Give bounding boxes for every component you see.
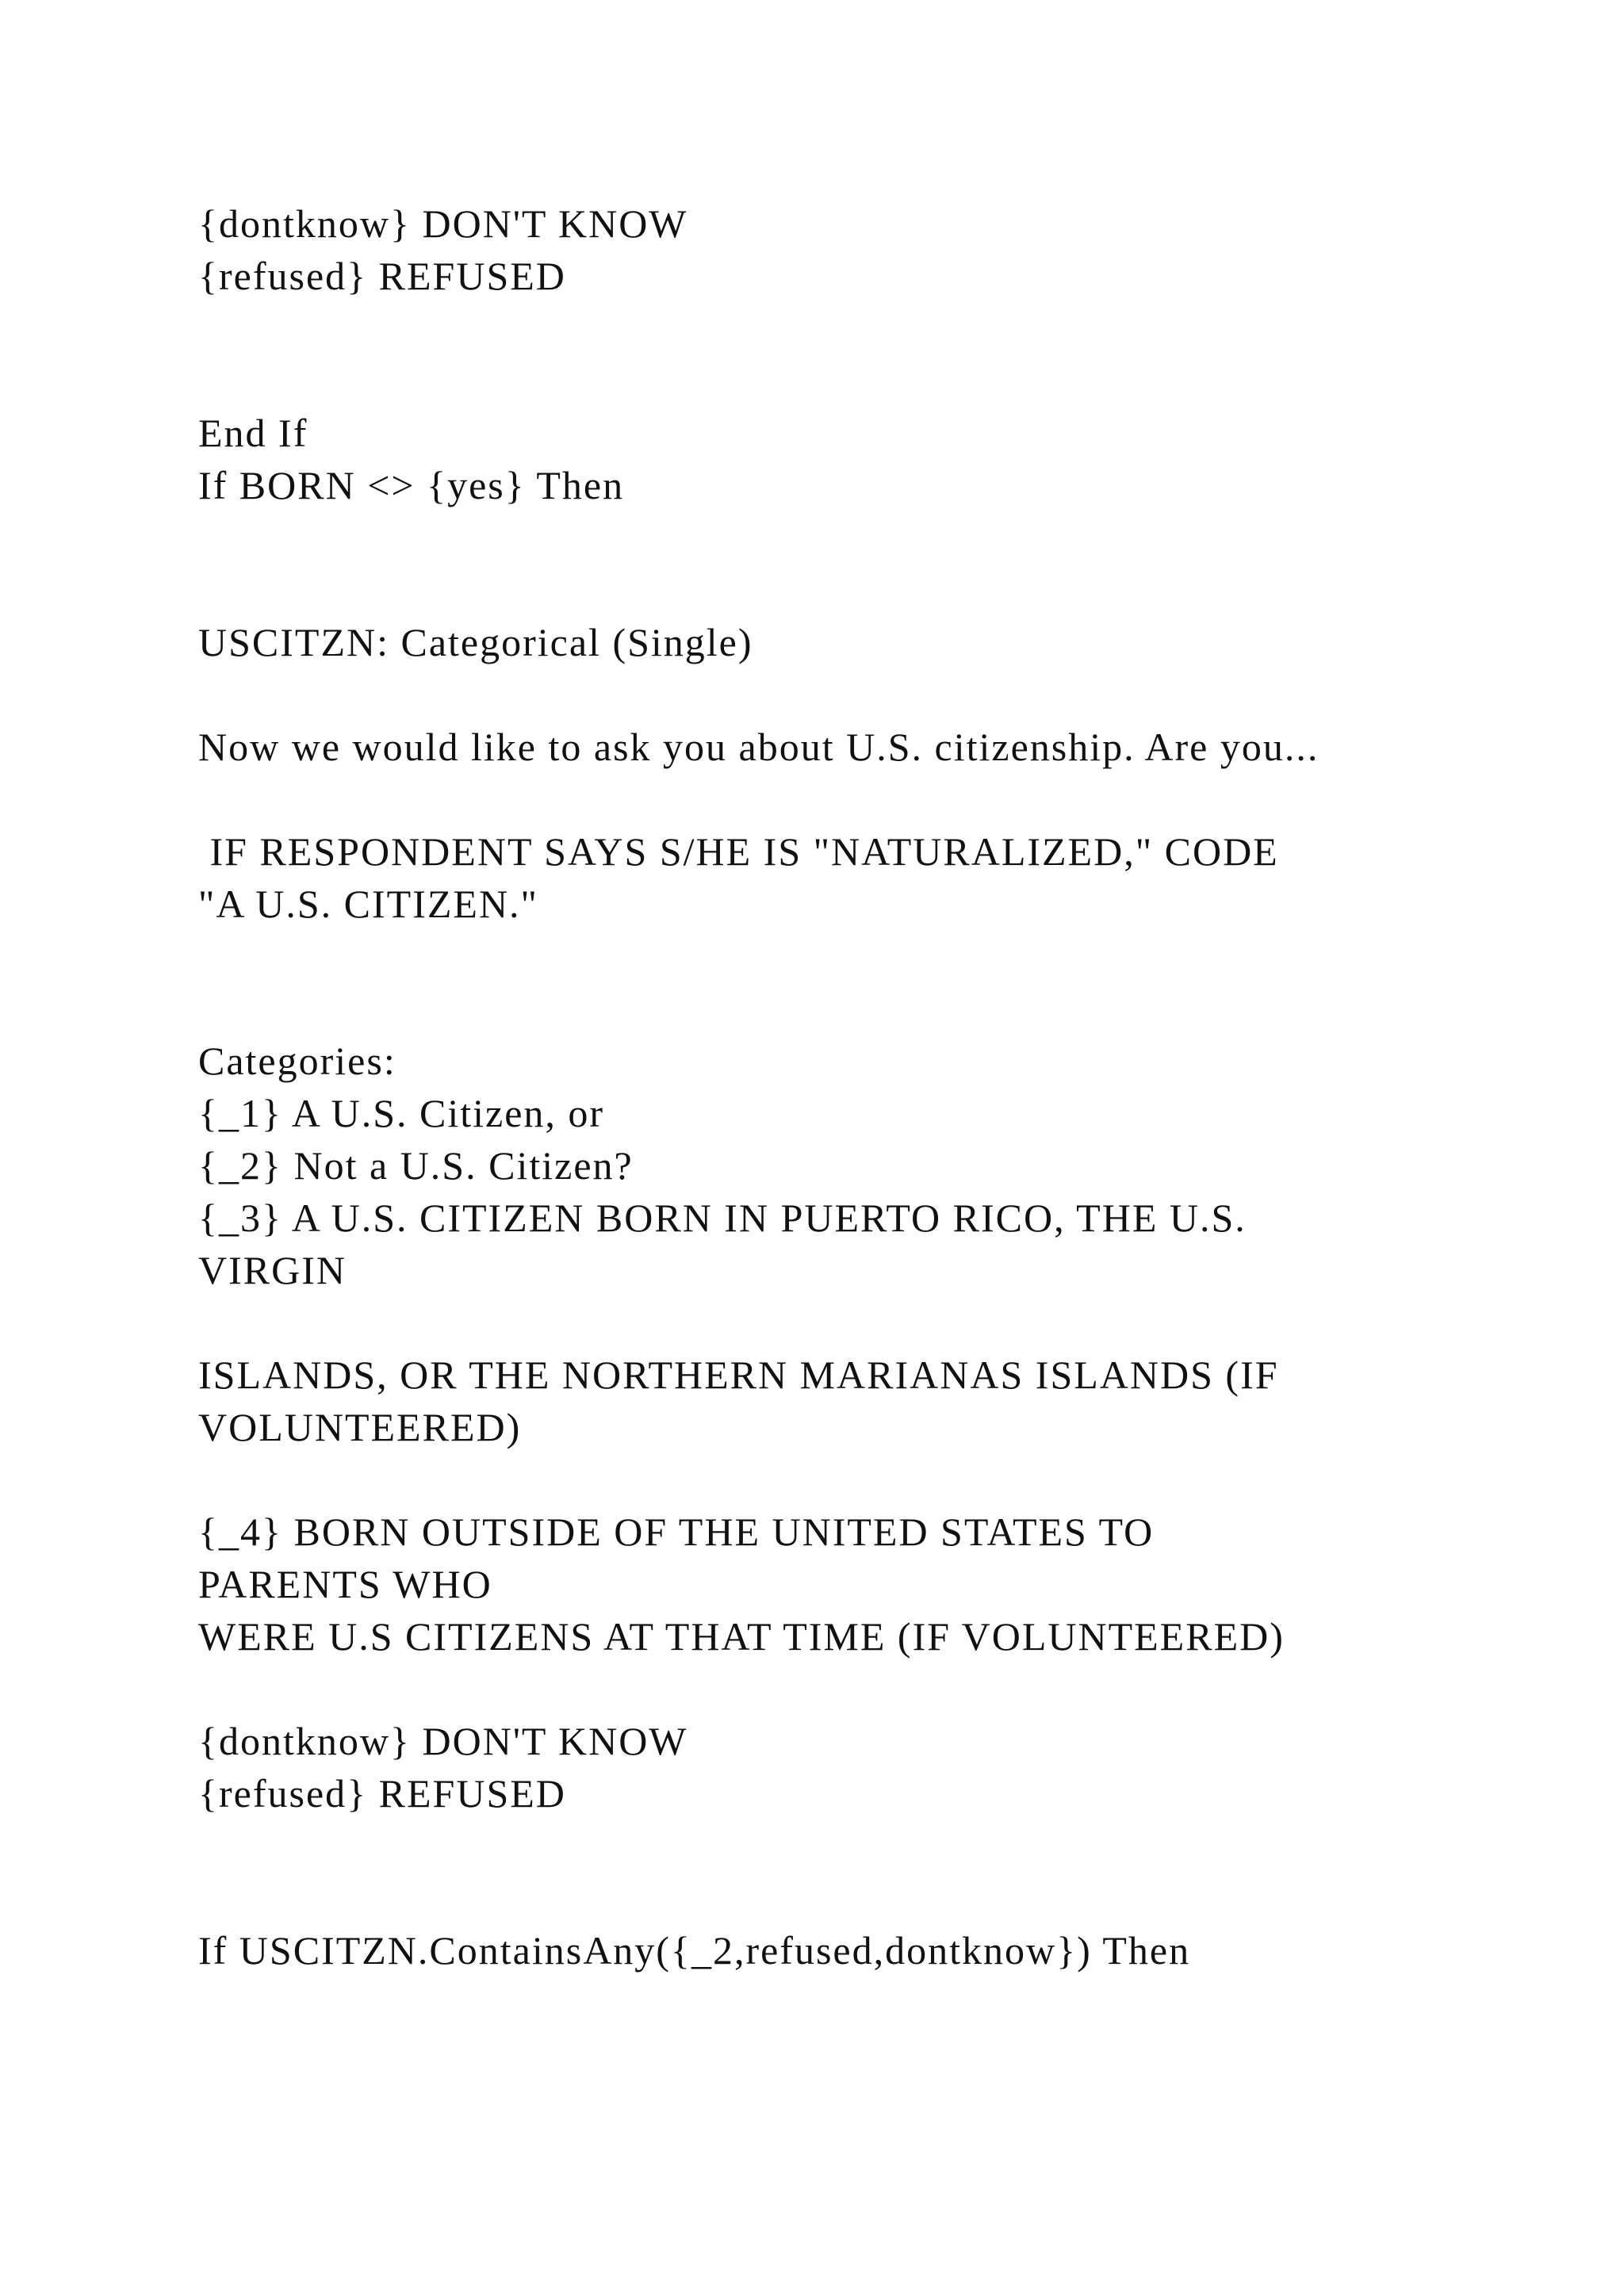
if-born-condition: If BORN <> {yes} Then	[198, 463, 625, 507]
option-dont-know: {dontknow} DON'T KNOW	[198, 1719, 688, 1763]
category-3-line-3: ISLANDS, OR THE NORTHERN MARIANAS ISLANDS (IF	[198, 1353, 1279, 1397]
category-3-line-4: VOLUNTEERED)	[198, 1405, 522, 1449]
option-refused-top: {refused} REFUSED	[198, 254, 566, 298]
category-1: {_1} A U.S. Citizen, or	[198, 1091, 605, 1135]
question-text: Now we would like to ask you about U.S. citizenship. Are you...	[198, 725, 1320, 769]
question-header: USCITZN: Categorical (Single)	[198, 620, 753, 664]
category-4-line-2: PARENTS WHO	[198, 1562, 492, 1606]
category-3-line-2: VIRGIN	[198, 1248, 347, 1292]
categories-label: Categories:	[198, 1039, 396, 1083]
category-4-line-3: WERE U.S CITIZENS AT THAT TIME (IF VOLUNTEERED)	[198, 1614, 1285, 1659]
if-uscitzn-condition: If USCITZN.ContainsAny({_2,refused,dontknow}) Then	[198, 1928, 1191, 1973]
category-2: {_2} Not a U.S. Citizen?	[198, 1143, 634, 1188]
option-refused: {refused} REFUSED	[198, 1771, 566, 1816]
category-3-line-1: {_3} A U.S. CITIZEN BORN IN PUERTO RICO, THE U.S.	[198, 1196, 1247, 1240]
option-dont-know-top: {dontknow} DON'T KNOW	[198, 201, 688, 246]
interviewer-instruction-line-1: IF RESPONDENT SAYS S/HE IS "NATURALIZED," CODE	[198, 829, 1279, 874]
interviewer-instruction-line-2: "A U.S. CITIZEN."	[198, 882, 538, 926]
end-if-statement: End If	[198, 411, 308, 455]
category-4-line-1: {_4} BORN OUTSIDE OF THE UNITED STATES TO	[198, 1510, 1155, 1554]
